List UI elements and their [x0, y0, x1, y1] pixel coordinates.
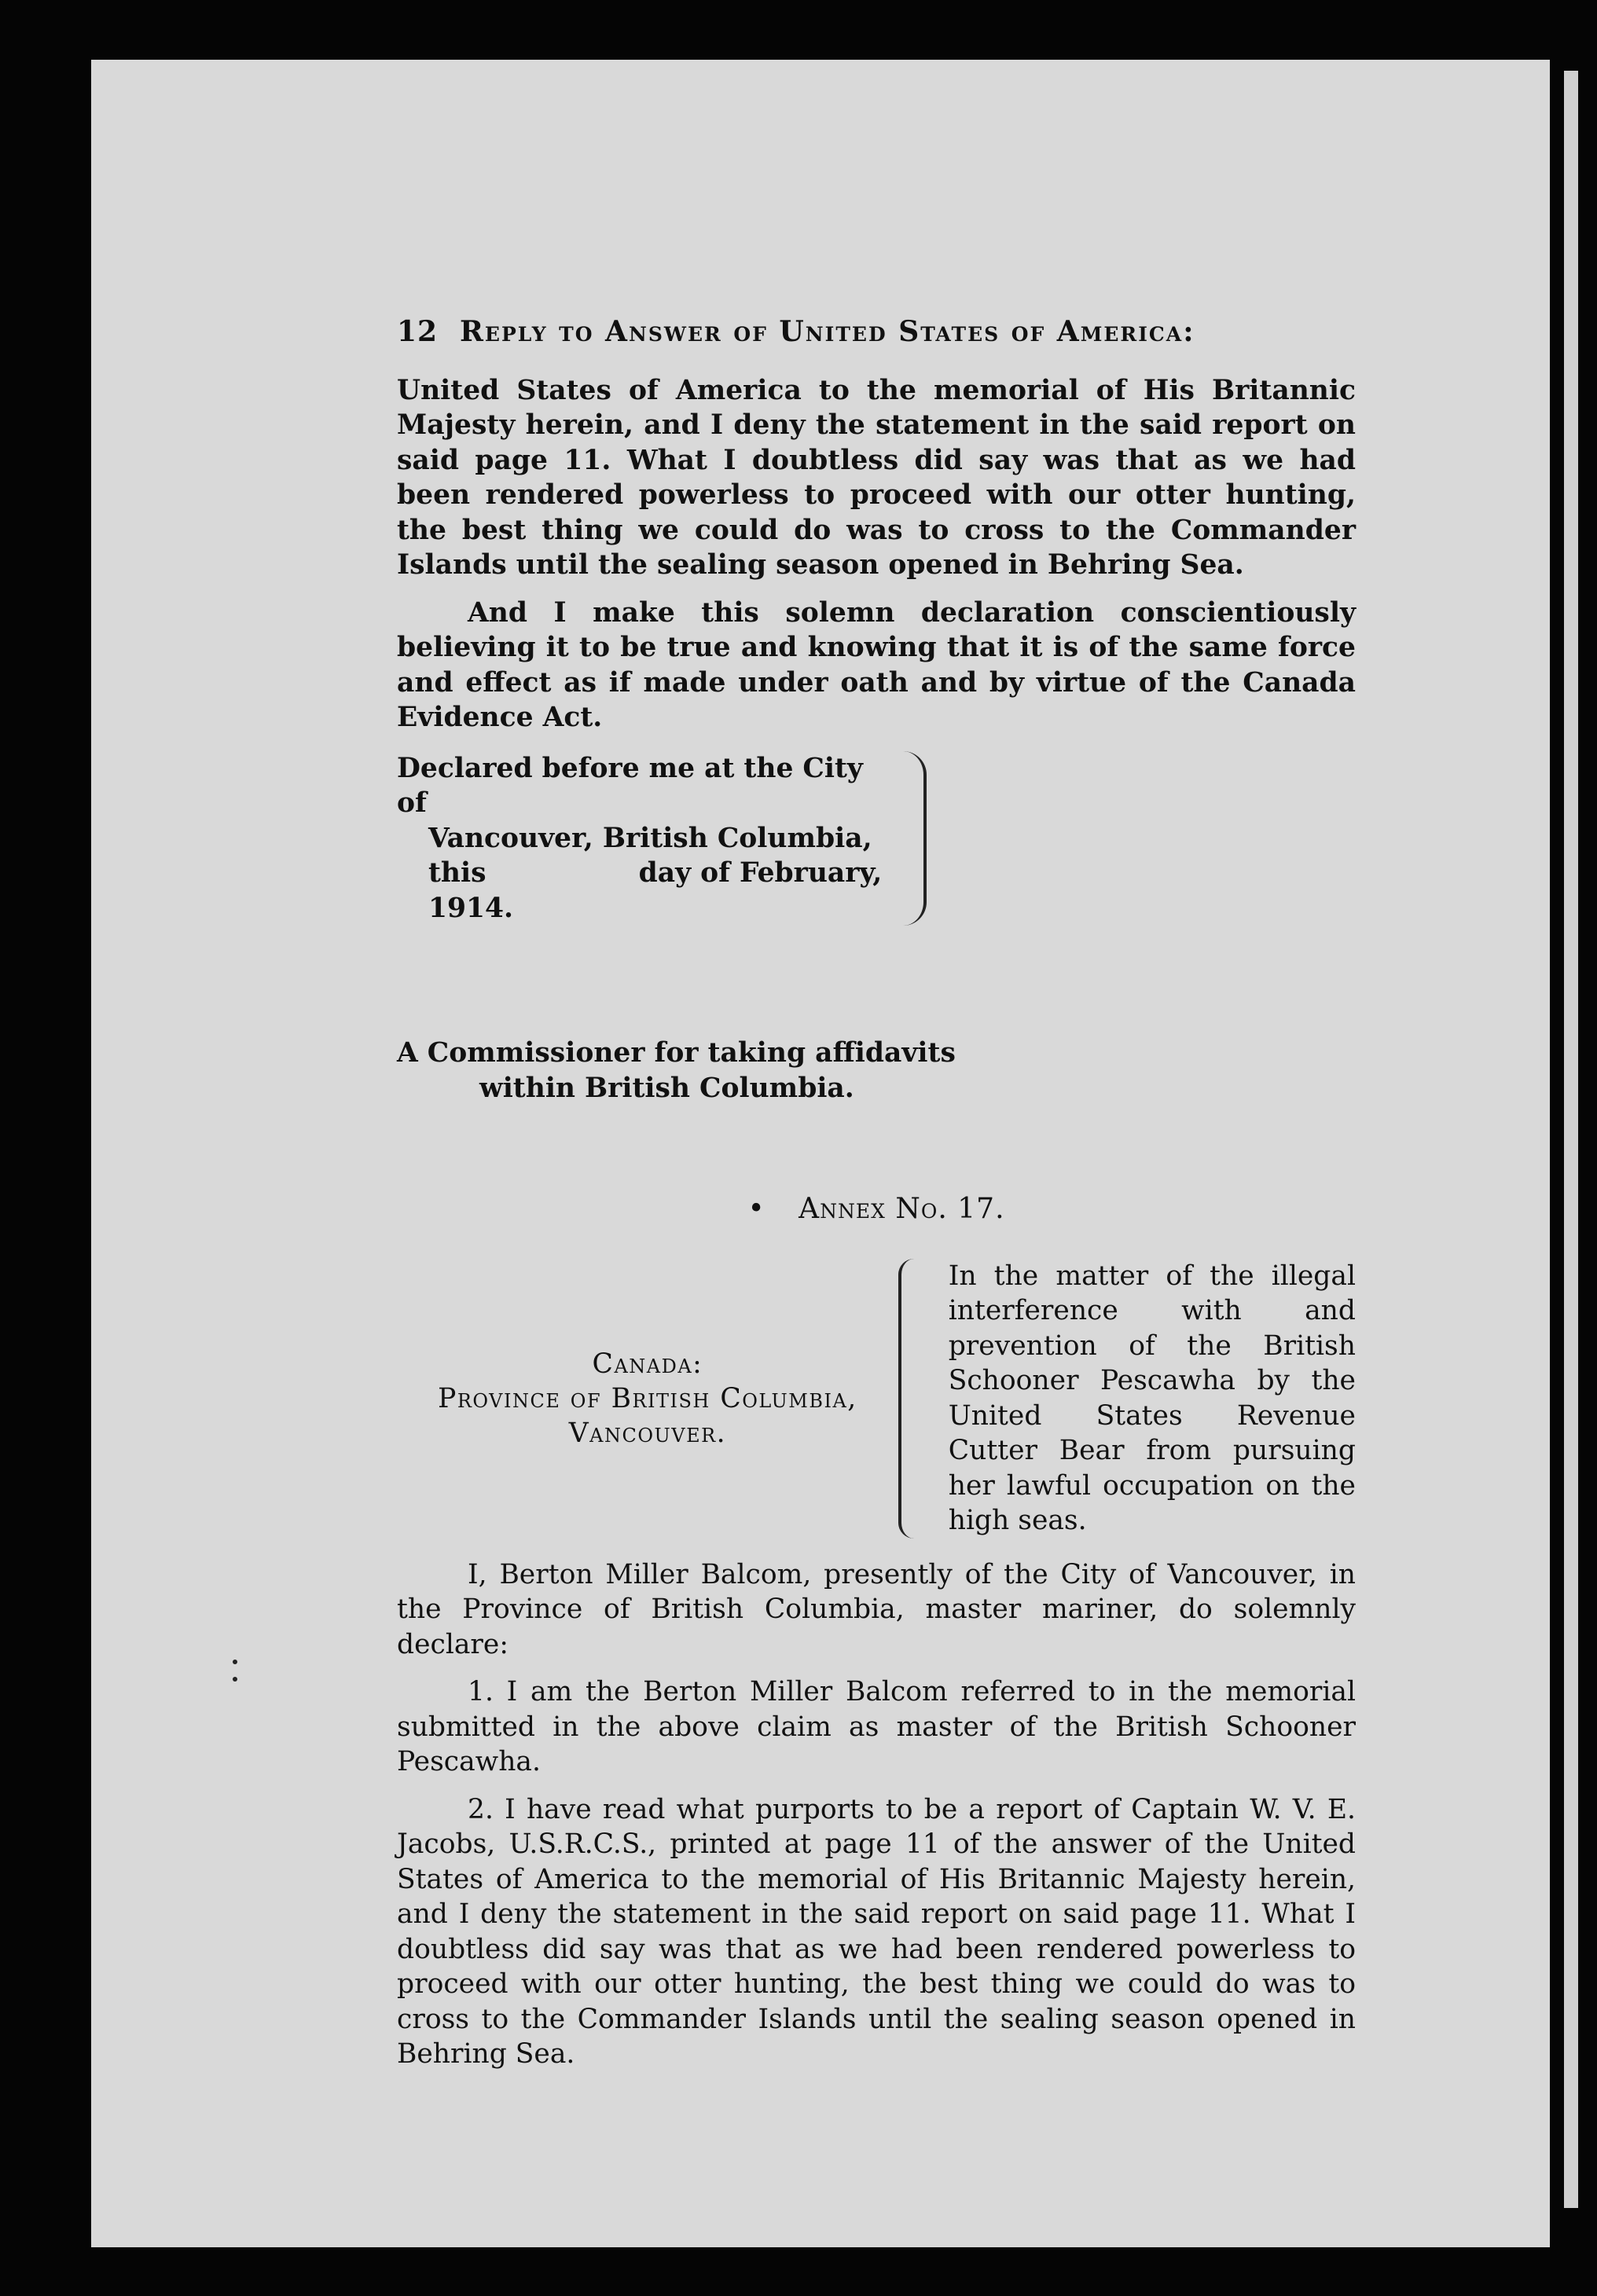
jurisdiction: [397, 1259, 898, 1539]
declaration-paragraph: And I make this solemn declaration conscientiously believing it to be true and knowing that it is of the same force and effect as if made under oath and by virtue of the Canada Evidence Act.: [397, 596, 1356, 733]
jurisdiction-city: Vancouver.: [568, 1417, 727, 1449]
margin-mark: [233, 1677, 237, 1682]
numbered-item-1: 1. I am the Berton Miller Balcom referred to in the memorial submitted in the above claim as master of the British Schooner Pescawha.: [397, 1676, 1356, 1777]
commissioner-line: A Commissioner for taking affidavits: [397, 1037, 956, 1069]
jurisdiction-country: Canada:: [592, 1348, 703, 1380]
annex-heading: [397, 1192, 1356, 1227]
annex-bullet: •: [747, 1193, 765, 1225]
page-edge: [1564, 71, 1578, 2208]
page-content: [397, 314, 1356, 2072]
declared-line: Declared before me at the City of: [397, 752, 863, 819]
declared-line: [397, 856, 884, 891]
matter-description: In the matter of the illegal interference with and prevention of the British Schooner Pescawha by the United States Revenue Cutter Bear from pursuing her lawful occupation on the high seas.: [948, 1260, 1356, 1536]
numbered-item-2: 2. I have read what purports to be a report of Captain W. V. E. Jacobs, U.S.R.C.S., printed at page 11 of the answer of the United States of America to the memorial of His Britannic Majesty herein, and I deny the statement in the said report on said page 11. What I doubtless did say was that as we had been rendered powerless to proceed with our otter hunting, the best thing we could do was to cross to the Commander Islands until the sealing season opened in Behring Sea.: [397, 1793, 1356, 2070]
caption-brace: [898, 1259, 933, 1539]
declarant-intro: I, Berton Miller Balcom, presently of the City of Vancouver, in the Province of British Columbia, master mariner, do solemnly declare:: [397, 1558, 1356, 1660]
declared-day: day of February,: [638, 857, 883, 889]
right-brace: [892, 751, 927, 926]
declared-year: 1914.: [428, 892, 514, 924]
declared-block: [397, 751, 947, 926]
continued-paragraph: United States of America to the memorial of His Britannic Majesty herein, and I deny the statement in the said report on said page 11. What I doubtless did say was that as we had been rendered powerless to proceed with our otter hunting, the best thing we could do was to cross to the Commander Islands until the sealing season opened in Behring Sea.: [397, 374, 1356, 581]
margin-mark: [233, 1660, 237, 1664]
commissioner-line: within British Columbia.: [479, 1072, 854, 1104]
annex-title: Annex No. 17.: [798, 1193, 1005, 1225]
running-head: Reply to Answer of United States of America:: [460, 315, 1195, 348]
page-number: 12: [397, 315, 439, 348]
case-caption: [397, 1259, 1356, 1539]
declared-this: this: [428, 857, 486, 889]
jurisdiction-province: Province of British Columbia,: [438, 1382, 857, 1414]
commissioner-signature: [397, 1036, 1356, 1106]
declared-line: Vancouver, British Columbia,: [428, 822, 872, 854]
page-header: [397, 314, 1356, 350]
